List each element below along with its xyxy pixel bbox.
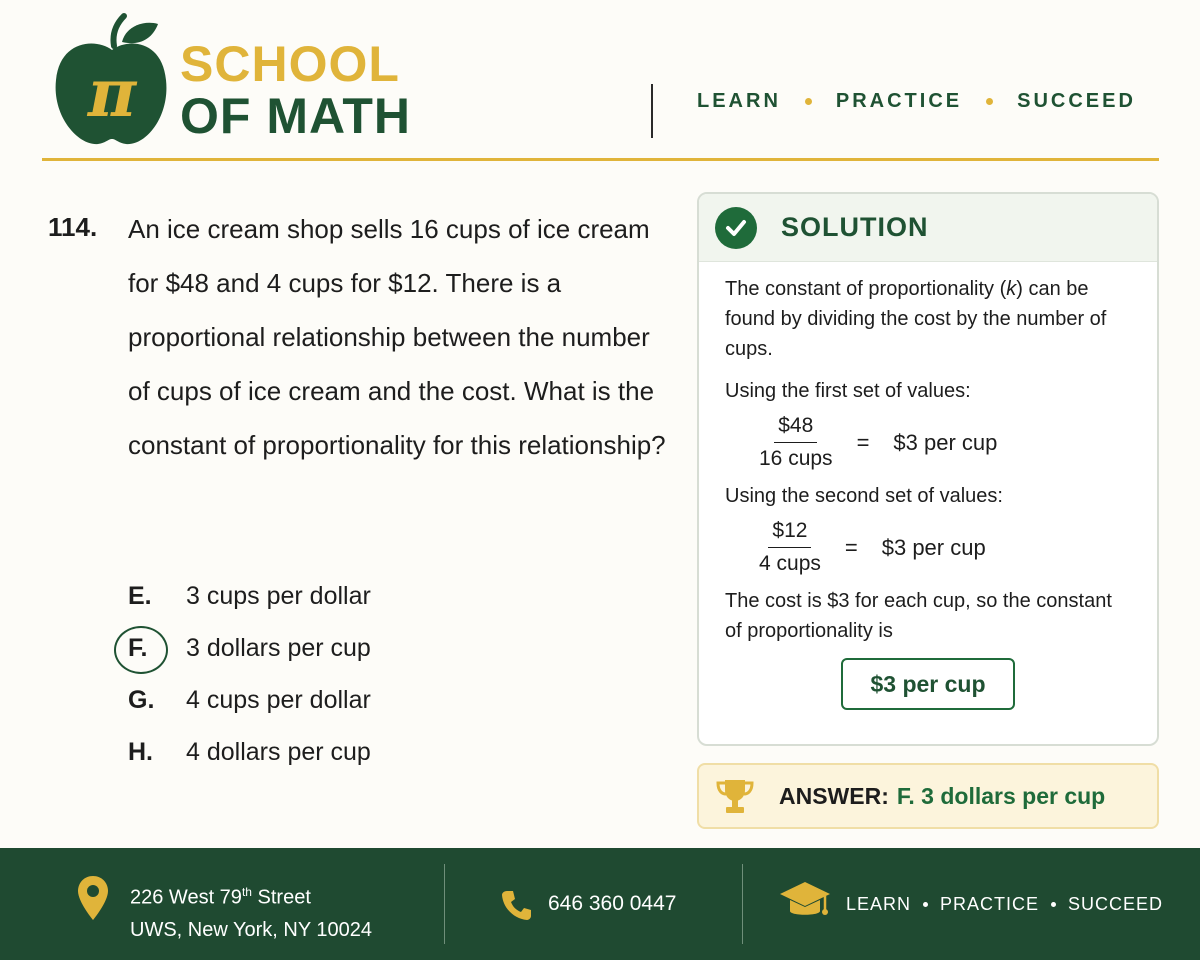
answer-label: ANSWER:: [779, 782, 889, 809]
footer-tagline-succeed: SUCCEED: [1068, 894, 1164, 914]
choice-g: [128, 674, 668, 726]
footer-tagline-dot: [1051, 902, 1056, 907]
fraction-denominator: 16 cups: [759, 447, 833, 470]
location-pin-icon: [76, 874, 110, 922]
solution-body: [699, 262, 1157, 710]
tagline-dot: [805, 98, 812, 105]
choice-letter: G.: [128, 685, 155, 714]
step2-equation: [759, 519, 1131, 576]
fraction-numerator: $12: [768, 519, 811, 548]
tagline-learn: LEARN: [697, 90, 781, 112]
header: [0, 0, 1200, 162]
choice-text: 3 cups per dollar: [186, 581, 371, 610]
equation-result: $3 per cup: [881, 534, 986, 560]
phone-icon: [500, 888, 534, 922]
footer-tagline-dot: [923, 902, 928, 907]
choice-f: [128, 622, 668, 674]
fraction-denominator: 4 cups: [759, 552, 821, 575]
equals-sign: =: [856, 429, 870, 455]
brand-name: [180, 38, 411, 142]
step1-equation: [759, 414, 1131, 471]
address-line-2: UWS, New York, NY 10024: [130, 918, 372, 941]
footer-tagline-practice: PRACTICE: [940, 894, 1040, 914]
solution-panel: [697, 192, 1159, 746]
footer-divider: [742, 864, 743, 944]
solution-header: [699, 194, 1157, 262]
footer-tagline-learn: LEARN: [846, 894, 912, 914]
boxed-answer: $3 per cup: [841, 658, 1015, 710]
choice-h: [128, 726, 668, 778]
header-rule: [42, 158, 1159, 161]
footer-tagline: [846, 894, 1163, 915]
equation-result: $3 per cup: [893, 429, 998, 455]
equals-sign: =: [844, 534, 858, 560]
header-divider: [651, 84, 653, 138]
footer-address: [130, 876, 372, 946]
step2-label: Using the second set of values:: [725, 485, 1003, 507]
choice-text: 4 dollars per cup: [186, 737, 371, 766]
step1-label: Using the first set of values:: [725, 380, 971, 402]
brand-line-school: SCHOOL: [180, 36, 400, 92]
choice-letter-selected: F.: [128, 634, 186, 663]
choice-letter: E.: [128, 581, 152, 610]
footer-phone[interactable]: 646 360 0447: [548, 892, 677, 915]
answer-value: F. 3 dollars per cup: [896, 782, 1106, 809]
fraction: [759, 414, 833, 471]
check-circle-icon: [715, 207, 757, 249]
address-line-1: 226 West 79th Street: [130, 885, 311, 909]
solution-title: SOLUTION: [781, 212, 929, 242]
choice-letter: H.: [128, 737, 153, 766]
answer-choices: [128, 570, 668, 778]
brand-line-of-math: OF MATH: [180, 88, 412, 144]
choice-text: 3 dollars per cup: [186, 633, 371, 662]
question-number: 114.: [48, 212, 98, 242]
variable-k: k: [1006, 278, 1017, 300]
solution-conclusion: The cost is $3 for each cup, so the constant of proportionality is: [725, 590, 1112, 642]
trophy-icon: [713, 774, 757, 818]
choice-text: 4 cups per dollar: [186, 685, 371, 714]
fraction-numerator: $48: [774, 414, 817, 443]
apple-pi-logo-icon: [52, 12, 170, 146]
footer: [0, 848, 1200, 960]
fraction: [759, 519, 821, 576]
graduation-cap-icon: [778, 878, 832, 926]
tagline-dot: [986, 98, 993, 105]
footer-divider: [444, 864, 445, 944]
tagline-practice: PRACTICE: [835, 90, 963, 112]
question-text: An ice cream shop sells 16 cups of ice cream for $48 and 4 cups for $12. There is a proportional relationship between the number of cups of ice cream and the cost. What is the constant of proportionality for this relationship?: [128, 214, 666, 460]
header-tagline: [697, 90, 1136, 113]
solution-intro: The constant of proportionality (k) can be found by dividing the cost by the number of cups.: [725, 278, 1107, 360]
svg-text:π: π: [87, 54, 137, 132]
choice-e: [128, 570, 668, 622]
tagline-succeed: SUCCEED: [1017, 90, 1136, 112]
answer-bar: [697, 763, 1159, 829]
